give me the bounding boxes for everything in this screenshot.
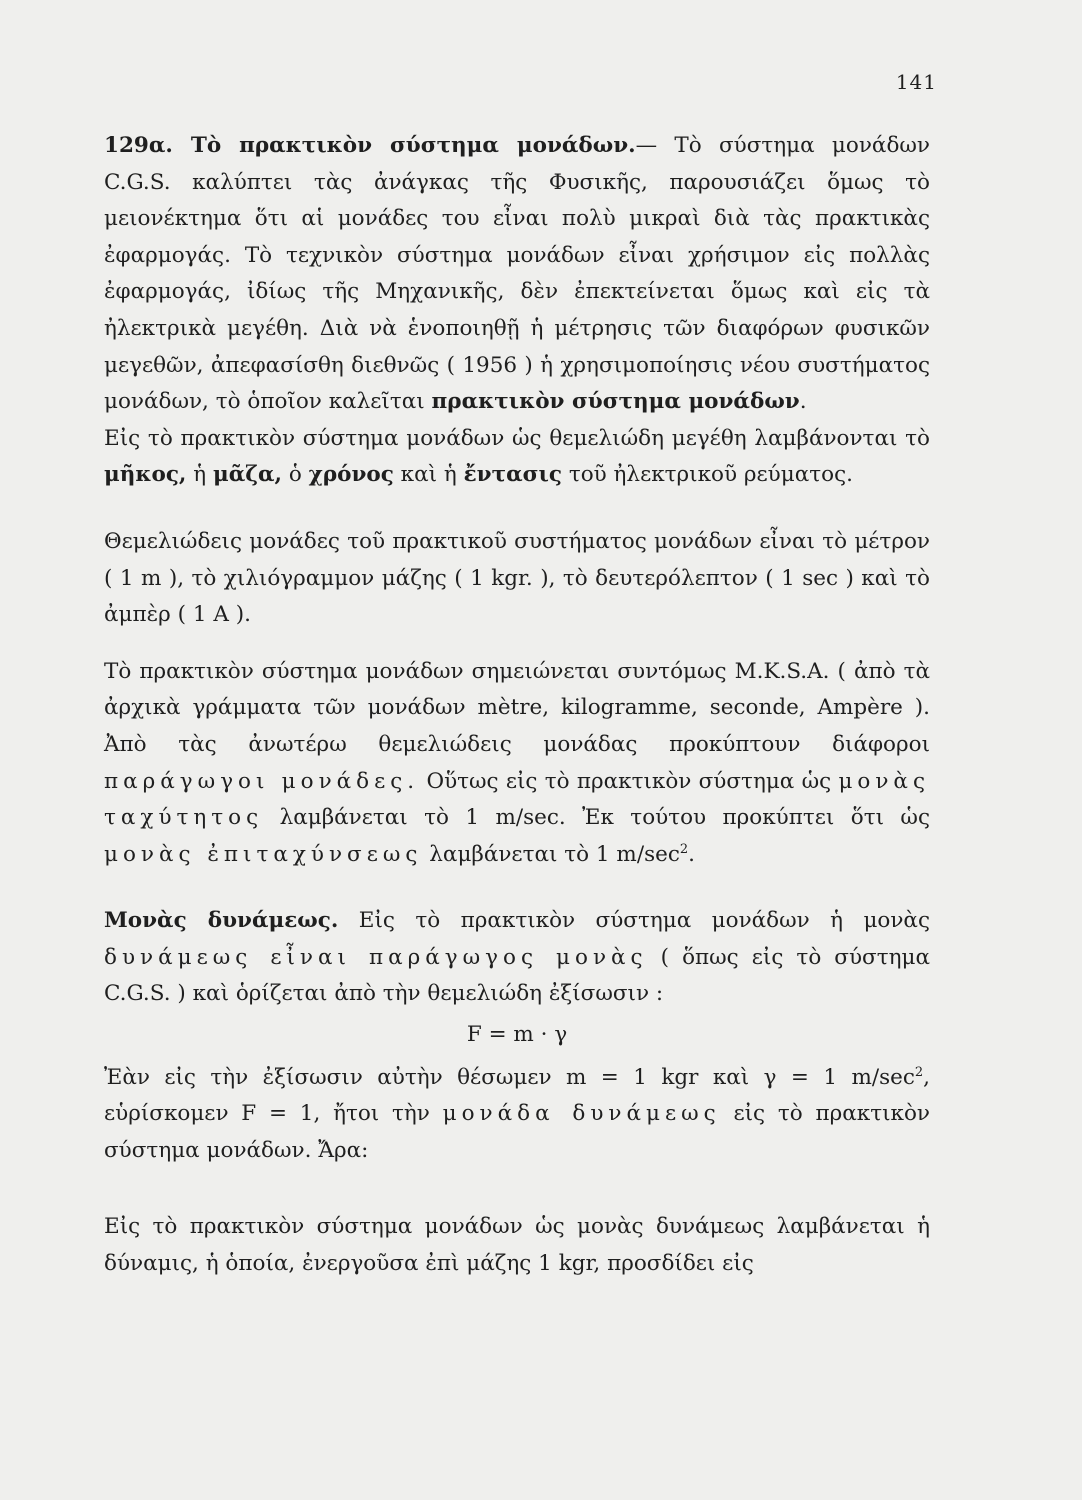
term-length: μῆκος, [104, 462, 187, 488]
mksa-paragraph [104, 654, 930, 874]
section-heading: 129α. Τὸ πρακτικὸν σύστημα μονάδων. [104, 133, 636, 158]
superscript-2: 2 [679, 841, 689, 857]
mksa-text-d: λαμβάνεται τὸ 1 m/sec [429, 841, 680, 867]
term-current: ἔντασις [463, 462, 562, 488]
force-text-d: , εὑρίσκομεν F = 1, ἤτοι τὴν [104, 1064, 930, 1127]
force-text-a: Εἰς τὸ πρακτικὸν σύστημα μονάδων ἡ μονὰς [358, 908, 930, 934]
force-text-c: Ἐὰν εἰς τὴν ἐξίσωσιν αὐτὴν θέσωμεν m = 1 kgr καὶ γ = 1 m/sec [104, 1064, 915, 1090]
force-unit-paragraph [104, 903, 930, 1013]
fundamental-text-e: τοῦ ἠλεκτρικοῦ ρεύματος. [568, 462, 853, 488]
mksa-text-b: Οὕτως εἰς τὸ πρακτικὸν σύστημα ὡς [426, 768, 832, 794]
force-text-b: ( ὅπως εἰς τὸ σύστημα C.G.S. ) καὶ ὁρίζεται ἀπὸ τὴν θεμελιώδη ἐξίσωσιν : [104, 944, 930, 1007]
last-paragraph: Εἰς τὸ πρακτικὸν σύστημα μονάδων ὡς μονὰς δυνάμεως λαμβάνεται ἡ δύναμις, ἡ ὁποία, ἐνεργοῦσα ἐπὶ μάζης 1 kgr, προσδίδει εἰς [104, 1214, 930, 1277]
force-unit-term: μονάδα δυνάμεως [442, 1101, 721, 1127]
velocity-unit-term: μονὰς ταχύτητος [104, 768, 930, 831]
mksa-text-c: λαμβάνεται τὸ 1 m/sec. Ἐκ τούτου προκύπτει ὅτι ὡς [279, 805, 931, 831]
page-number: 141 [895, 70, 937, 94]
term-mass: μᾶζα, [212, 462, 283, 488]
superscript-2: 2 [914, 1064, 924, 1080]
force-definition-paragraph [104, 1060, 930, 1170]
force-unit-heading: Μονὰς δυνάμεως. [104, 908, 339, 934]
mksa-text-e: . [688, 841, 695, 867]
acceleration-unit-term: μονὰς ἐπιταχύνσεως [104, 841, 423, 867]
term-time: χρόνος [308, 462, 394, 488]
force-derived-term: δυνάμεως εἶναι παράγωγος μονὰς [104, 944, 648, 970]
fundamental-units-paragraph: Θεμελιώδεις μονάδες τοῦ πρακτικοῦ συστήματος μονάδων εἶναι τὸ μέτρον ( 1 m ), τὸ χιλιόγραμμον μάζης ( 1 kgr. ), τὸ δευτερόλεπτον ( 1 sec ) καὶ τὸ ἀμπὲρ ( 1 A ). [104, 528, 930, 628]
force-text-e: εἰς τὸ πρακτικὸν σύστημα μονάδων. Ἄρα: [104, 1101, 930, 1163]
section-intro-end: . [799, 389, 807, 415]
fundamental-quantities-paragraph [104, 421, 930, 494]
derived-units-term: παράγωγοι μονάδες. [104, 768, 420, 794]
section-paragraph [104, 128, 930, 421]
fundamental-text-d: καὶ ἡ [400, 462, 457, 488]
force-formula: F = m · γ [466, 1022, 568, 1048]
practical-system-term: πρακτικὸν σύστημα μονάδων [431, 389, 800, 415]
section-intro-text: — Τὸ σύστημα μονάδων C.G.S. καλύπτει τὰς ἀνάγκας τῆς Φυσικῆς, παρουσιάζει ὅμως τὸ μειονέκτημα ὅτι αἱ μονάδες του εἶναι πολὺ μικραὶ διὰ τὰς πρακτικὰς ἐφαρμογάς. Τὸ τεχνικὸν σύστημα μονάδων εἶναι χρήσιμον εἰς πολλὰς ἐφαρμογάς, ἰδίως τῆς Μηχανικῆς, δὲν ἐπεκτείνεται ὅμως καὶ εἰς τὰ ἠλεκτρικὰ μεγέθη. Διὰ νὰ ἑνοποιηθῇ ἡ μέτρησις τῶν διαφόρων φυσικῶν μεγεθῶν, ἀπεφασίσθη διεθνῶς ( 1956 ) ἡ χρησιμοποίησις νέου συστήματος μονάδων, τὸ ὁποῖον καλεῖται [104, 133, 930, 415]
fundamental-text-c: ὁ [288, 462, 302, 488]
fundamental-text-a: Εἰς τὸ πρακτικὸν σύστημα μονάδων ὡς θεμελιώδη μεγέθη λαμβάνονται τὸ [104, 425, 930, 451]
page-body [104, 128, 930, 1283]
mksa-text-a: Τὸ πρακτικὸν σύστημα μονάδων σημειώνεται συντόμως M.K.S.A. ( ἀπὸ τὰ ἀρχικὰ γράμματα τῶν μονάδων mètre, kilogramme, seconde, Ampère ). Ἀπὸ τὰς ἀνωτέρω θεμελιώδεις μονάδας προκύπτουν διάφοροι [104, 658, 930, 757]
fundamental-text-b: ἡ [193, 462, 207, 488]
